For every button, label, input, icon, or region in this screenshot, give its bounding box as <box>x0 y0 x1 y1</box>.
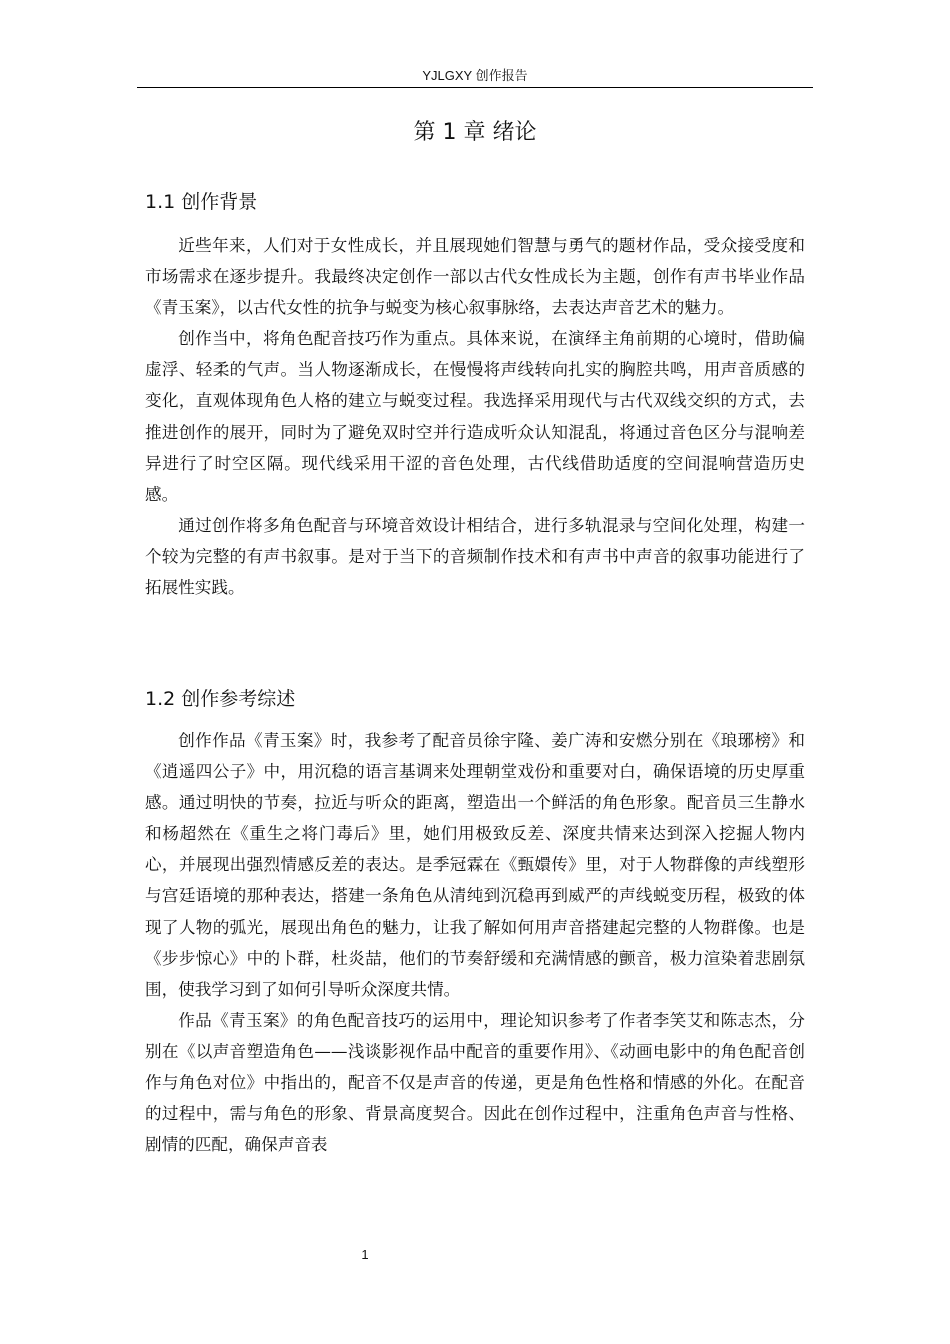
section-body-1-2 <box>145 725 805 1160</box>
paragraph: 通过创作将多角色配音与环境音效设计相结合，进行多轨混录与空间化处理，构建一个较为完整的有声书叙事。是对于当下的音频制作技术和有声书中声音的叙事功能进行了拓展性实践。 <box>145 515 805 598</box>
chapter-title: 第 1 章 绪论 <box>413 120 537 145</box>
section-heading-1-2: 1.2 创作参考综述 <box>145 688 296 710</box>
paragraph: 创作当中，将角色配音技巧作为重点。具体来说，在演绎主角前期的心境时，借助偏虚浮、轻柔的气声。当人物逐渐成长，在慢慢将声线转向扎实的胸腔共鸣，用声音质感的变化，直观体现角色人格的建立与蜕变过程。我选择采用现代与古代双线交织的方式，去推进创作的展开，同时为了避免双时空并行造成听众认知混乱，将通过音色区分与混响差异进行了时空区隔。现代线采用干涩的音色处理，古代线借助适度的空间混响营造历史感。 <box>145 329 805 504</box>
paragraph: 创作作品《青玉案》时，我参考了配音员徐宇隆、姜广涛和安燃分别在《琅琊榜》和《逍遥四公子》中，用沉稳的语言基调来处理朝堂戏份和重要对白，确保语境的历史厚重感。通过明快的节奏，拉近与听众的距离，塑造出一个鲜活的角色形象。配音员三生静水和杨超然在《重生之将门毒后》里，她们用极致反差、深度共情来达到深入挖掘人物内心，并展现出强烈情感反差的表达。是季冠霖在《甄嬛传》里，对于人物群像的声线塑形与宫廷语境的那种表达，搭建一条角色从清纯到沉稳再到威严的声线蜕变历程，极致的体现了人物的弧光，展现出角色的魅力，让我了解如何用声音搭建起完整的人物群像。也是《步步惊心》中的卜群，杜炎喆，他们的节奏舒缓和充满情感的颤音，极力渲染着悲剧氛围，使我学习到了如何引导听众深度共情。 <box>145 731 805 999</box>
section-heading-1-1: 1.1 创作背景 <box>145 191 258 213</box>
header-rule <box>137 87 813 88</box>
paragraph: 近些年来，人们对于女性成长，并且展现她们智慧与勇气的题材作品，受众接受度和市场需求在逐步提升。我最终决定创作一部以古代女性成长为主题，创作有声书毕业作品《青玉案》，以古代女性的抗争与蜕变为核心叙事脉络，去表达声音艺术的魅力。 <box>145 236 805 318</box>
page-header: YJLGXY 创作报告 <box>422 68 528 83</box>
paragraph: 作品《青玉案》的角色配音技巧的运用中，理论知识参考了作者李笑艾和陈志杰，分别在《以声音塑造角色——浅谈影视作品中配音的重要作用》、《动画电影中的角色配音创作与角色对位》中指出的，配音不仅是声音的传递，更是角色性格和情感的外化。在配音的过程中，需与角色的形象、背景高度契合。因此在创作过程中，注重角色声音与性格、剧情的匹配，确保声音表 <box>145 1010 805 1155</box>
page-number: 1 <box>361 1247 369 1262</box>
section-body-1-1 <box>145 230 805 603</box>
